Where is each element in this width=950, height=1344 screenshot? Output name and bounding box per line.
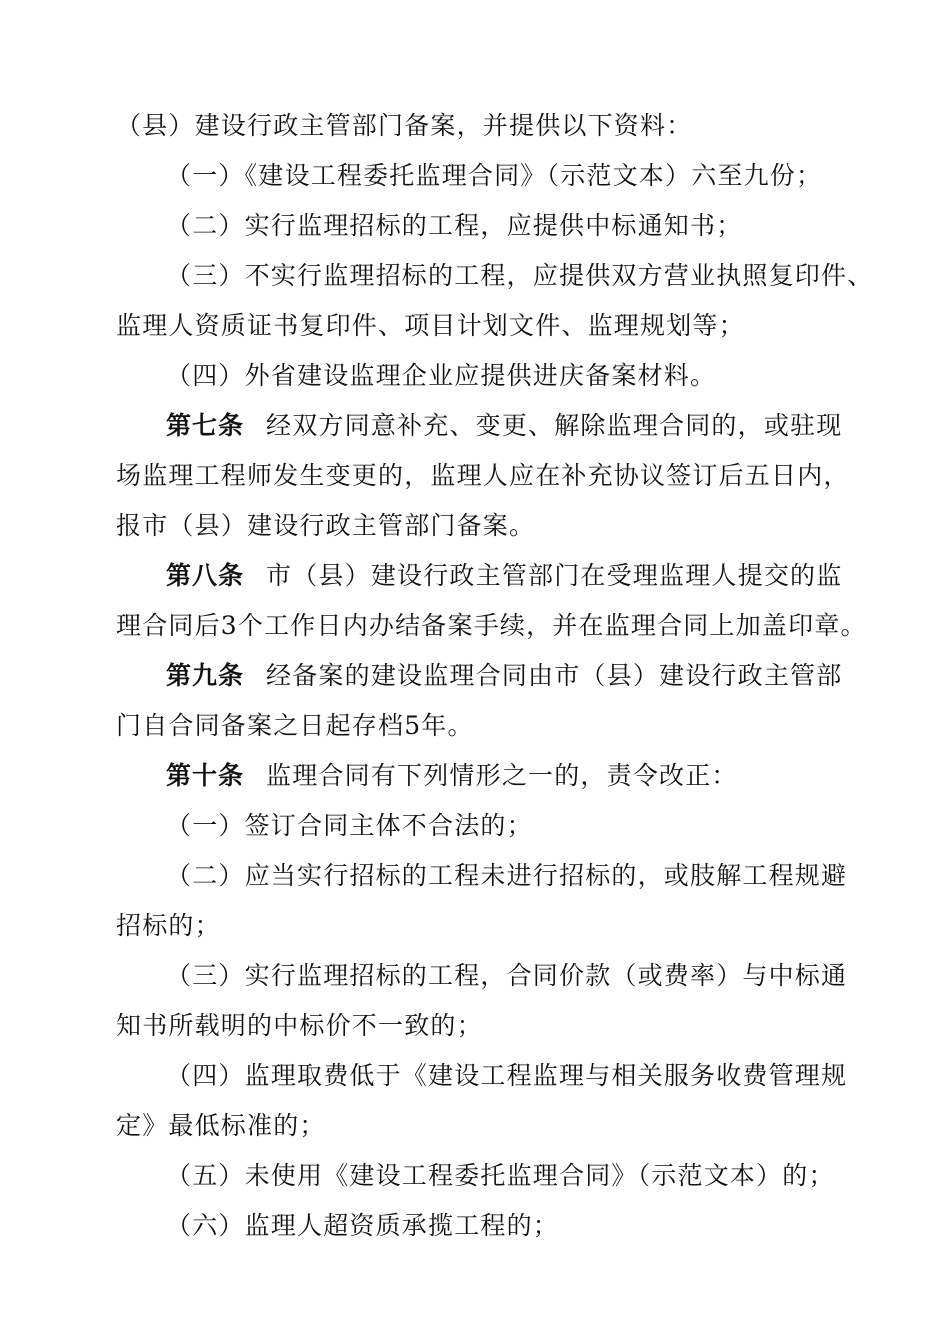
text-line: （三）不实行监理招标的工程，应提供双方营业执照复印件、 [166,261,874,290]
article-9-label: 第九条 [166,661,245,690]
article-7-label: 第七条 [166,411,245,440]
article-7-line [166,411,842,441]
article-8-line [166,561,842,591]
text-line: （一）签订合同主体不合法的； [166,811,533,840]
text-line: （县）建设行政主管部门备案，并提供以下资料： [116,111,693,140]
text-line: 定》最低标准的； [116,1111,326,1140]
text-line: 市（县）建设行政主管部门在受理监理人提交的监 [266,561,843,590]
text-line: （三）实行监理招标的工程，合同价款（或费率）与中标通 [166,961,848,990]
text-line: 场监理工程师发生变更的，监理人应在补充协议签订后五日内， [116,461,850,490]
text-line: （四）监理取费低于《建设工程监理与相关服务收费管理规 [166,1061,848,1090]
text-line: 知书所载明的中标价不一致的； [116,1011,483,1040]
text-line: （四）外省建设监理企业应提供进庆备案材料。 [166,361,717,390]
text-line: 监理人资质证书复印件、项目计划文件、监理规划等； [116,311,745,340]
text-line: （六）监理人超资质承揽工程的； [166,1211,560,1240]
text-line: 经备案的建设监理合同由市（县）建设行政主管部 [266,661,843,690]
text-line: 门自合同备案之日起存档5年。 [116,711,474,740]
text-line: （二）应当实行招标的工程未进行招标的，或肢解工程规避 [166,861,848,890]
text-line: 招标的； [116,911,221,940]
article-10-label: 第十条 [166,761,245,790]
article-10-line [166,761,738,791]
text-line: 经双方同意补充、变更、解除监理合同的，或驻现 [266,411,843,440]
text-line: 监理合同有下列情形之一的，责令改正： [266,761,738,790]
text-line: （五）未使用《建设工程委托监理合同》（示范文本）的； [166,1161,835,1190]
article-8-label: 第八条 [166,561,245,590]
text-line: （一）《建设工程委托监理合同》（示范文本）六至九份； [166,161,823,190]
article-9-line [166,661,842,691]
text-line: 报市（县）建设行政主管部门备案。 [116,511,536,540]
text-line: 理合同后3个工作日内办结备案手续，并在监理合同上加盖印章。 [116,611,867,640]
text-line: （二）实行监理招标的工程，应提供中标通知书； [166,211,743,240]
